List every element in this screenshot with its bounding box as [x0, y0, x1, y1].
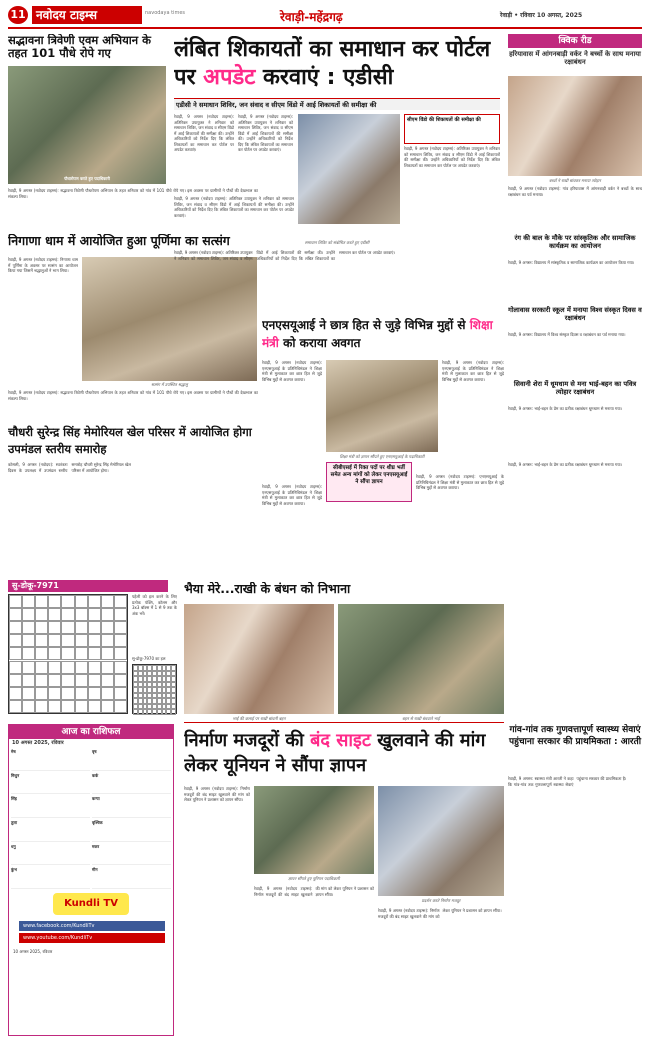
- nirman-body-2: रेवाड़ी, 9 अगस्त (नवोदय टाइम्स): निर्माण मजदूरों की बंद साइट खुलवाने की मांग को लेकर यूनियन ने प्रशासन को ज्ञापन सौंपा।: [254, 886, 374, 897]
- sudoku-cell: [22, 621, 35, 634]
- sudoku-cell: [61, 595, 74, 608]
- lead-headline-text: लंबित शिकायतों का समाधान कर पोर्टल पर अपडेट करवाएं : एडीसी: [174, 37, 491, 90]
- sudoku-cell: [9, 700, 22, 713]
- sudoku-cell: [35, 608, 48, 621]
- gaon-body: रेवाड़ी, 9 अगस्त: स्वास्थ्य मंत्री आरती ने कहा कि गांव-गांव तक गुणवत्तापूर्ण स्वास्थ्य सेवाएं पहुंचाना सरकार की प्राथमिकता है।: [508, 776, 627, 787]
- sudoku-cell: [75, 647, 88, 660]
- sudoku-cell: [114, 634, 127, 647]
- section-name: रेवाड़ी-महेंद्रगढ़: [280, 10, 343, 24]
- sudoku-cell: [35, 661, 48, 674]
- gaon-headline: गांव-गांव तक गुणवत्तापूर्ण स्वास्थ्य सेवाएं पहुंचाना सरकार की प्राथमिकता : आरती: [508, 725, 642, 747]
- sudoku-cell: [88, 634, 101, 647]
- rashi-item: [11, 773, 90, 795]
- paper-sub: navodaya times: [145, 10, 186, 16]
- rashi-name: कुंभ: [11, 867, 17, 873]
- sudoku-cell: [75, 661, 88, 674]
- sudoku-cell: [101, 700, 114, 713]
- lead-body-col3: रेवाड़ी, 9 अगस्त (नवोदय टाइम्स): अतिरिक्त उपायुक्त ने शनिवार को समाधान शिविर, जन संवाद व सीएम विंडो में आई शिकायतों की समीक्षा की। उन्होंने अधिकारियों को निर्देश दिए कि लंबित शिकायतों का समाधान कर पोर्टल पर अपडेट करवाएं।: [404, 146, 500, 168]
- lead-side-note: [404, 114, 500, 144]
- nirman-photo-1: [254, 786, 374, 874]
- sudoku-cell: [9, 634, 22, 647]
- lead-subhead-bar: [174, 98, 500, 110]
- rashifal-more: 10 अगस्त 2025, रविवार: [13, 949, 53, 954]
- bhaiya-headline: भैया मेरे...राखी के बंधन को निभाना: [184, 582, 351, 596]
- sudoku-cell: [75, 621, 88, 634]
- sudoku-cell: [88, 608, 101, 621]
- sudoku-cell: [114, 647, 127, 660]
- sudoku-cell: [88, 687, 101, 700]
- lead-body-col4: रेवाड़ी, 9 अगस्त (नवोदय टाइम्स): अतिरिक्त उपायुक्त ने शनिवार को समाधान शिविर, जन संवाद व सीएम विंडो में आई शिकायतों की समीक्षा की। उन्होंने अधिकारियों को निर्देश दिए कि लंबित शिकायतों का समाधान कर पोर्टल पर अपडेट करवाएं।: [174, 196, 294, 218]
- sudoku-cell: [101, 661, 114, 674]
- sudoku-cell: [48, 661, 61, 674]
- date-line: रेवाड़ी • रविवार 10 अगस्त, 2025: [500, 12, 583, 19]
- sudoku-cell: [35, 634, 48, 647]
- sudoku-cell: [35, 674, 48, 687]
- rakhi-body: रेवाड़ी, 9 अगस्त (नवोदय टाइम्स): गांव हरियावास में आंगनबाड़ी वर्कर ने बच्चों के साथ रक्षाबंधन का पर्व मनाया।: [508, 186, 642, 197]
- rashi-name: तुला: [11, 819, 18, 825]
- rashifal-list: [11, 749, 171, 889]
- sudoku-cell: [22, 608, 35, 621]
- sudoku-cell: [75, 634, 88, 647]
- rashi-item: [92, 867, 171, 889]
- rashi-item: [92, 796, 171, 818]
- rashi-item: [11, 749, 90, 771]
- sudoku-cell: [48, 634, 61, 647]
- rashi-name: मकर: [92, 843, 100, 849]
- sudoku-cell: [35, 621, 48, 634]
- lead-body-col1: रेवाड़ी, 9 अगस्त (नवोदय टाइम्स): अतिरिक्त उपायुक्त ने शनिवार को समाधान शिविर, जन संवाद व सीएम विंडो में आई शिकायतों की समीक्षा की। उन्होंने अधिकारियों को निर्देश दिए कि लंबित शिकायतों का समाधान कर पोर्टल पर अपडेट करवाएं।: [174, 114, 234, 152]
- rakhi-photo-caption: बच्चों ने राखी बांधकर मनाया त्योहार: [549, 178, 601, 183]
- sudoku-cell: [101, 634, 114, 647]
- rashi-item: [92, 844, 171, 866]
- sudoku-cell: [61, 687, 74, 700]
- masthead-rule: [8, 27, 642, 29]
- nirman-photo-2: [378, 786, 504, 896]
- sudoku-cell: [114, 608, 127, 621]
- sudoku-cell: [88, 595, 101, 608]
- sudoku-cell: [101, 621, 114, 634]
- sudoku-cell: [114, 621, 127, 634]
- rakhi-headline-2: रंग की बाल के मौके पर सांस्कृतिक और सामाजिक कार्यक्रम का आयोजन: [514, 234, 636, 250]
- sudoku-cell: [35, 647, 48, 660]
- rakhi-body-2: रेवाड़ी, 9 अगस्त: विद्यालय में सांस्कृतिक व सामाजिक कार्यक्रम का आयोजन किया गया।: [508, 260, 635, 265]
- rakhi-headline-4: सिवानी शेरा में धूमधाम से मना भाई-बहन का पवित्र त्योहार रक्षाबंधन: [513, 380, 637, 396]
- sudoku-cell: [61, 647, 74, 660]
- sudoku-grid: [8, 594, 128, 714]
- sudoku-cell: [101, 595, 114, 608]
- sudoku-cell: [88, 700, 101, 713]
- left-photo-caption-1: पौधारोपण करते हुए पदाधिकारी: [64, 176, 110, 181]
- sudoku-title: सु-डोकू-7971: [12, 581, 59, 590]
- rashi-name: कर्क: [92, 772, 99, 778]
- left-headline-1: सद्भावना त्रिवेणी एवम अभियान के तहत 101 पौधे रोपे गए: [8, 34, 151, 61]
- sudoku-cell: [101, 687, 114, 700]
- sudoku-cell: [114, 700, 127, 713]
- kundli-logo: Kundli TV: [53, 893, 129, 915]
- left-body-2: रेवाड़ी, 9 अगस्त (नवोदय टाइम्स): निगाणा धाम में पूर्णिमा के अवसर पर सत्संग का आयोजन किया गया जिसमें श्रद्धालुओं ने भाग लिया।: [8, 257, 78, 273]
- nirman-headline: निर्माण मजदूरों की बंद साइट खुलवाने की मांग लेकर यूनियन ने सौंपा ज्ञापन: [184, 730, 486, 776]
- left-photo-caption-2: सत्संग में उपस्थित श्रद्धालु: [151, 382, 188, 387]
- rashi-name: कन्या: [92, 796, 100, 802]
- rashi-item: [92, 749, 171, 771]
- sudoku-cell: [114, 674, 127, 687]
- rashifal-box: [8, 724, 174, 1036]
- lead-headline: [174, 36, 504, 96]
- nsui-body-3: रेवाड़ी, 9 अगस्त (नवोदय टाइम्स): एनएसयूआई के प्रतिनिधिमंडल ने शिक्षा मंत्री से मुलाकात कर छात्र हित से जुड़े विभिन्न मुद्दों से अवगत कराया।: [262, 484, 322, 506]
- sudoku-cell: [75, 608, 88, 621]
- sudoku-cell: [88, 661, 101, 674]
- nirman-body-3: रेवाड़ी, 9 अगस्त (नवोदय टाइम्स): निर्माण मजदूरों की बंद साइट खुलवाने की मांग को लेकर यूनियन ने प्रशासन को ज्ञापन सौंपा।: [378, 908, 502, 919]
- sudoku-cell: [61, 674, 74, 687]
- sudoku-cell: [35, 687, 48, 700]
- sudoku-cell: [48, 621, 61, 634]
- sudoku-cell: [101, 647, 114, 660]
- rashi-name: मिथुन: [11, 772, 20, 778]
- sudoku-cell: [9, 608, 22, 621]
- rashi-name: वृष: [92, 749, 97, 754]
- paper-name: नवोदय टाइम्स: [32, 6, 142, 24]
- left-headline-2: निगाणा धाम में आयोजित हुआ पूर्णिमा का सत्संग: [8, 234, 230, 248]
- lead-photo: [298, 114, 400, 224]
- sudoku-cell: [61, 661, 74, 674]
- sudoku-prev-label: सु-डोकू-7970 का हल: [132, 656, 166, 661]
- rashi-name: मेष: [11, 749, 16, 754]
- sudoku-cell: [61, 621, 74, 634]
- quick-read-tag: [508, 34, 642, 48]
- sudoku-cell: [75, 700, 88, 713]
- nirman-caption-2: प्रदर्शन करते निर्माण मजदूर: [421, 898, 461, 903]
- nsui-body-4: रेवाड़ी, 9 अगस्त (नवोदय टाइम्स): एनएसयूआई के प्रतिनिधिमंडल ने शिक्षा मंत्री से मुलाकात कर छात्र हित से जुड़े विभिन्न मुद्दों से अवगत कराया।: [416, 474, 504, 490]
- left-body-2b: रेवाड़ी, 9 अगस्त (नवोदय टाइम्स): सद्भावना त्रिवेणी पौधरोपण अभियान के तहत शनिवार को गांव में 101 पौधे रोपे गए। इस अवसर पर ग्रामीणों ने पौधों की देखभाल का संकल्प लिया।: [8, 390, 258, 401]
- headline-highlight: बंद साइट: [310, 730, 371, 751]
- rashi-item: [11, 820, 90, 842]
- sudoku-cell: [22, 700, 35, 713]
- sudoku-cell: [61, 700, 74, 713]
- nsui-body-1: रेवाड़ी, 9 अगस्त (नवोदय टाइम्स): एनएसयूआई के प्रतिनिधिमंडल ने शिक्षा मंत्री से मुलाकात कर छात्र हित से जुड़े विभिन्न मुद्दों से अवगत कराया।: [262, 360, 322, 382]
- sudoku-cell: [75, 674, 88, 687]
- sudoku-cell: [88, 674, 101, 687]
- sudoku-cell: [48, 700, 61, 713]
- lead-side-note-text: सीएम विंडो की शिकायतों की समीक्षा की: [407, 117, 481, 123]
- quick-read-label: क्विक रीड: [558, 36, 592, 46]
- nirman-rule: [184, 722, 504, 723]
- sudoku-cell: [22, 595, 35, 608]
- sudoku-cell: [22, 634, 35, 647]
- sudoku-cell: [101, 608, 114, 621]
- rashi-item: [92, 773, 171, 795]
- headline-highlight: शिक्षा मंत्री: [262, 318, 493, 350]
- sudoku-cell: [35, 700, 48, 713]
- sudoku-title-bar: [8, 580, 168, 592]
- rashi-name: वृश्चिक: [92, 819, 103, 825]
- sudoku-cell: [75, 595, 88, 608]
- sudoku-cell: [9, 674, 22, 687]
- rakhi-photo: [508, 76, 642, 176]
- sudoku-cell: [61, 608, 74, 621]
- rashi-item: [11, 796, 90, 818]
- sudoku-cell: [48, 674, 61, 687]
- sudoku-cell: [9, 661, 22, 674]
- rakhi-headline-3: गोलावास सरकारी स्कूल में मनाया विश्व संस्कृत दिवस व रक्षाबंधन: [508, 306, 642, 322]
- rashi-item: [11, 844, 90, 866]
- sudoku-cell: [35, 595, 48, 608]
- lead-photo-caption: समाधान शिविर को संबोधित करते हुए एडीसी: [304, 240, 370, 245]
- nsui-body-2: रेवाड़ी, 9 अगस्त (नवोदय टाइम्स): एनएसयूआई के प्रतिनिधिमंडल ने शिक्षा मंत्री से मुलाकात कर छात्र हित से जुड़े विभिन्न मुद्दों से अवगत कराया।: [442, 360, 504, 382]
- sudoku-cell: [22, 687, 35, 700]
- rakhi-body-5: रेवाड़ी, 9 अगस्त: भाई-बहन के प्रेम का प्रतीक रक्षाबंधन धूमधाम से मनाया गया।: [508, 462, 623, 467]
- masthead: [0, 0, 650, 30]
- sudoku-cell: [22, 674, 35, 687]
- sudoku-cell: [171, 709, 176, 715]
- sudoku-cell: [9, 621, 22, 634]
- sudoku-note: पहेली को हल करने के लिए प्रत्येक पंक्ति, कॉलम और 3x3 बॉक्स में 1 से 9 तक के अंक भरें।: [132, 594, 177, 616]
- sudoku-cell: [114, 687, 127, 700]
- bhaiya-caption-1: भाई की कलाई पर राखी बांधती बहन: [232, 716, 286, 721]
- bhaiya-photo-1: [184, 604, 334, 714]
- rakhi-body-3: रेवाड़ी, 9 अगस्त: विद्यालय में विश्व संस्कृत दिवस व रक्षाबंधन का पर्व मनाया गया।: [508, 332, 626, 337]
- lead-body-col2: रेवाड़ी, 9 अगस्त (नवोदय टाइम्स): अतिरिक्त उपायुक्त ने शनिवार को समाधान शिविर, जन संवाद व सीएम विंडो में आई शिकायतों की समीक्षा की। उन्होंने अधिकारियों को निर्देश दिए कि लंबित शिकायतों का समाधान कर पोर्टल पर अपडेट करवाएं।: [238, 114, 293, 152]
- sudoku-cell: [48, 647, 61, 660]
- sudoku-cell: [88, 621, 101, 634]
- rashi-item: [11, 867, 90, 889]
- sudoku-cell: [48, 687, 61, 700]
- left-body-1: रेवाड़ी, 9 अगस्त (नवोदय टाइम्स): सद्भावना त्रिवेणी पौधरोपण अभियान के तहत शनिवार को गांव में 101 पौधे रोपे गए। इस अवसर पर ग्रामीणों ने पौधों की देखभाल का संकल्प लिया।: [8, 188, 258, 199]
- nsui-photo-caption: शिक्षा मंत्री को ज्ञापन सौंपते हुए एनएसयूआई के पदाधिकारी: [339, 454, 425, 459]
- rashi-item: [92, 820, 171, 842]
- nsui-callout: [326, 462, 412, 502]
- nsui-callout-text: सीबीएसई में रिक्त पदों पर शीघ्र भर्ती समेत अन्य मांगों को लेकर एनएसयूआई ने सौंपा ज्ञापन: [330, 465, 408, 485]
- nsui-headline: एनएसयूआई ने छात्र हित से जुड़े विभिन्न मुद्दों से शिक्षा मंत्री को कराया अवगत: [262, 318, 493, 350]
- sudoku-cell: [22, 647, 35, 660]
- rashifal-title: आज का राशिफल: [9, 725, 173, 739]
- sudoku-cell: [114, 595, 127, 608]
- bhaiya-photo-2: [338, 604, 504, 714]
- nirman-caption-1: ज्ञापन सौंपते हुए यूनियन पदाधिकारी: [288, 876, 340, 881]
- rakhi-headline: हरियावास में आंगनबाड़ी वर्कर ने बच्चों के साथ मनाया रक्षाबंधन: [509, 50, 641, 66]
- kundli-facebook-link[interactable]: www.facebook.com/KundliTv: [19, 921, 165, 931]
- sudoku-cell: [9, 687, 22, 700]
- sudoku-prev-grid: [132, 664, 177, 714]
- khel-headline: चौधरी सुरेन्द्र सिंह मेमोरियल खेल परिसर में आयोजित होगा उपमंडल स्तरीय समारोह: [8, 425, 252, 456]
- bhaiya-caption-2: बहन से राखी बंधवाते भाई: [402, 716, 440, 721]
- headline-highlight: अपडेट: [203, 65, 256, 90]
- rashi-name: धनु: [11, 843, 16, 849]
- left-photo-1: [8, 66, 166, 184]
- page-number: 11: [8, 6, 28, 24]
- rakhi-body-4: रेवाड़ी, 9 अगस्त: भाई-बहन के प्रेम का प्रतीक रक्षाबंधन धूमधाम से मनाया गया।: [508, 406, 623, 411]
- sudoku-cell: [9, 647, 22, 660]
- sudoku-cell: [101, 674, 114, 687]
- sudoku-cell: [9, 595, 22, 608]
- lead-subhead: एडीसी ने समाधान शिविर, जन संवाद व सीएम विंडो में आई शिकायतों की समीक्षा की: [176, 101, 377, 109]
- lead-body-col5: रेवाड़ी, 9 अगस्त (नवोदय टाइम्स): अतिरिक्त उपायुक्त ने शनिवार को समाधान शिविर, जन संवाद व सीएम विंडो में आई शिकायतों की समीक्षा की। उन्होंने अधिकारियों को निर्देश दिए कि लंबित शिकायतों का समाधान कर पोर्टल पर अपडेट करवाएं।: [174, 250, 396, 261]
- nsui-photo: [326, 360, 438, 452]
- khel-body: कोसली, 9 अगस्त (नवोदय): स्वतंत्रता दिवस के उपलक्ष्य में उपमंडल स्तरीय समारोह चौधरी सुरेन्द्र सिंह मेमोरियल खेल परिसर में आयोजित होगा।: [8, 462, 131, 473]
- kundli-youtube-link[interactable]: www.youtube.com/KundliTv: [19, 933, 165, 943]
- sudoku-cell: [114, 661, 127, 674]
- rashi-name: मीन: [92, 867, 98, 873]
- sudoku-cell: [75, 687, 88, 700]
- sudoku-cell: [22, 661, 35, 674]
- rashi-name: सिंह: [11, 796, 17, 802]
- rashifal-date: 10 अगस्त 2025, रविवार: [12, 740, 64, 746]
- sudoku-cell: [61, 634, 74, 647]
- sudoku-cell: [48, 595, 61, 608]
- nirman-body-1: रेवाड़ी, 9 अगस्त (नवोदय टाइम्स): निर्माण मजदूरों की बंद साइट खुलवाने की मांग को लेकर यूनियन ने प्रशासन को ज्ञापन सौंपा।: [184, 786, 250, 802]
- sudoku-cell: [48, 608, 61, 621]
- sudoku-cell: [88, 647, 101, 660]
